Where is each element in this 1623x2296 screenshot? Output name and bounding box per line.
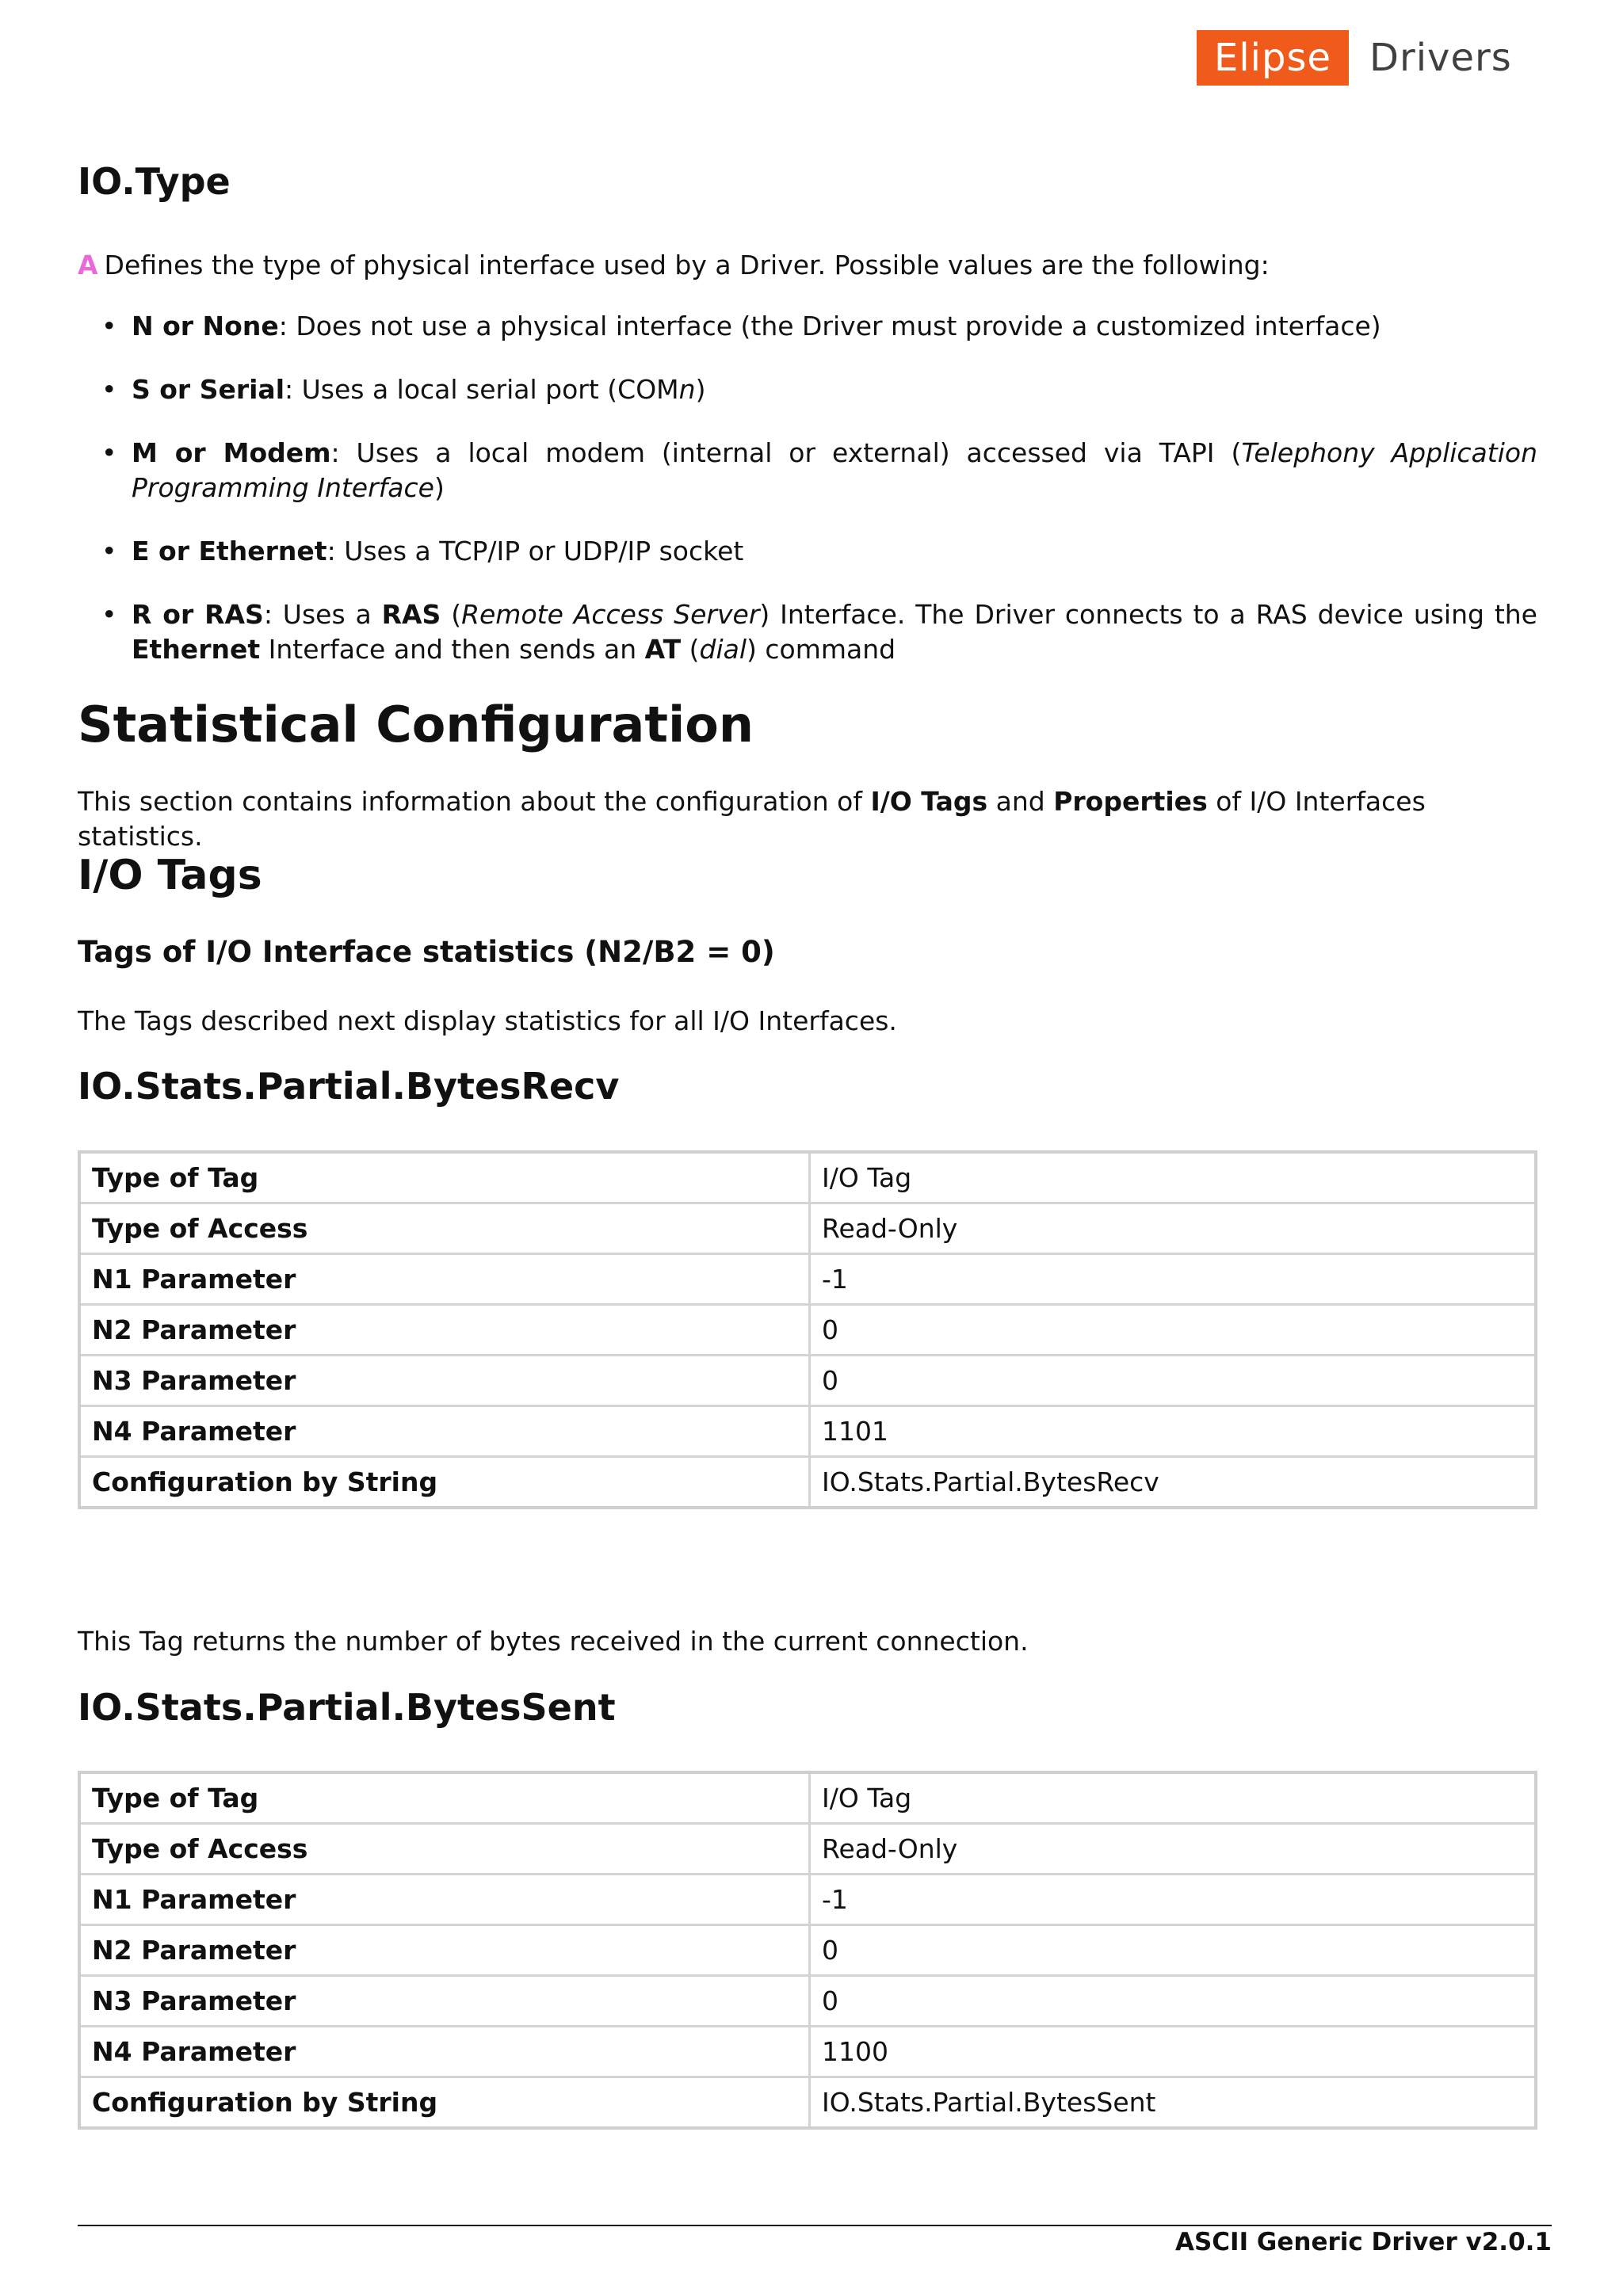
table-key: N1 Parameter xyxy=(79,1254,810,1305)
list-item-text: ) xyxy=(695,374,706,405)
table-key: Configuration by String xyxy=(79,1457,810,1508)
table-key: N4 Parameter xyxy=(79,2027,810,2077)
statistical-intro-bold: I/O Tags xyxy=(870,786,988,817)
list-item-text: : Uses a TCP/IP or UDP/IP socket xyxy=(327,536,744,566)
table-value: IO.Stats.Partial.BytesRecv xyxy=(810,1457,1537,1508)
table-row xyxy=(79,1305,1536,1356)
table-key: N4 Parameter xyxy=(79,1406,810,1457)
table-row xyxy=(79,1152,1536,1203)
footer-document-title: ASCII Generic Driver v2.0.1 xyxy=(1174,2228,1552,2256)
table-row xyxy=(79,1457,1536,1508)
list-item-term: N or None xyxy=(132,311,279,341)
elipse-drivers-logo xyxy=(1197,30,1512,86)
table-value: 0 xyxy=(810,1976,1537,2027)
table-row xyxy=(79,1824,1536,1875)
statistical-intro-text: and xyxy=(987,786,1054,817)
table-value: 0 xyxy=(810,1925,1537,1976)
io-type-heading: IO.Type xyxy=(78,160,231,203)
table-value: 0 xyxy=(810,1305,1537,1356)
tag2-properties-table xyxy=(78,1771,1537,2130)
table-value: -1 xyxy=(810,1254,1537,1305)
list-item-bold: Ethernet xyxy=(132,634,261,665)
advanced-marker: A xyxy=(78,250,98,280)
list-item-text-italic: dial xyxy=(699,634,747,665)
table-value: I/O Tag xyxy=(810,1152,1537,1203)
table-key: N3 Parameter xyxy=(79,1356,810,1406)
list-item-term: R or RAS xyxy=(132,599,264,630)
statistical-intro-bold: Properties xyxy=(1053,786,1208,817)
list-item xyxy=(78,597,1537,667)
statistical-configuration-heading: Statistical Configuration xyxy=(78,696,754,753)
table-key: Type of Access xyxy=(79,1824,810,1875)
table-value: 1101 xyxy=(810,1406,1537,1457)
list-item-text: : Uses a xyxy=(263,599,382,630)
table-value: -1 xyxy=(810,1875,1537,1925)
list-item-text: ( xyxy=(441,599,462,630)
list-item-term: M or Modem xyxy=(132,437,331,468)
list-item-text: Interface and then sends an xyxy=(260,634,645,665)
io-tags-heading: I/O Tags xyxy=(78,852,262,899)
table-key: Type of Tag xyxy=(79,1772,810,1824)
logo-drivers: Drivers xyxy=(1369,36,1512,80)
list-item-text-italic: Telephony Application Programming Interface xyxy=(132,437,1537,503)
table-key: N2 Parameter xyxy=(79,1305,810,1356)
table-value: Read-Only xyxy=(810,1203,1537,1254)
list-item-text: ( xyxy=(681,634,700,665)
tag2-heading: IO.Stats.Partial.BytesSent xyxy=(78,1686,616,1729)
tag1-heading: IO.Stats.Partial.BytesRecv xyxy=(78,1065,620,1108)
table-row xyxy=(79,1772,1536,1824)
table-key: N3 Parameter xyxy=(79,1976,810,2027)
table-value: 0 xyxy=(810,1356,1537,1406)
tag1-properties-table xyxy=(78,1150,1537,1509)
list-item-text: ) xyxy=(433,472,445,503)
table-value: Read-Only xyxy=(810,1824,1537,1875)
logo-elipse: Elipse xyxy=(1197,30,1349,86)
io-type-intro xyxy=(78,248,1537,283)
table-row xyxy=(79,2077,1536,2129)
list-item-text: ) Interface. The Driver connects to a RAS device using the xyxy=(759,599,1537,630)
table-row xyxy=(79,2027,1536,2077)
table-key: Configuration by String xyxy=(79,2077,810,2129)
table-row xyxy=(79,1406,1536,1457)
statistical-intro-text: This section contains information about the configuration of xyxy=(78,786,871,817)
list-item xyxy=(78,372,1537,407)
table-value: I/O Tag xyxy=(810,1772,1537,1824)
io-tags-subheading: Tags of I/O Interface statistics (N2/B2 = 0) xyxy=(78,935,775,969)
list-item-text: : Uses a local modem (internal or external) accessed via TAPI ( xyxy=(330,437,1242,468)
list-item-bold: AT xyxy=(644,634,682,665)
list-item-bold: RAS xyxy=(381,599,441,630)
table-value: 1100 xyxy=(810,2027,1537,2077)
list-item-text-italic: Remote Access Server xyxy=(461,599,760,630)
list-item-text: : Does not use a physical interface (the Driver must provide a customized interface) xyxy=(278,311,1381,341)
statistical-intro-text: of I/O Interfaces statistics. xyxy=(78,786,1426,852)
table-value: IO.Stats.Partial.BytesSent xyxy=(810,2077,1537,2129)
list-item-text-italic: n xyxy=(678,374,696,405)
list-item xyxy=(78,309,1537,344)
table-key: N1 Parameter xyxy=(79,1875,810,1925)
table-key: Type of Access xyxy=(79,1203,810,1254)
list-item xyxy=(78,436,1537,505)
table-key: Type of Tag xyxy=(79,1152,810,1203)
tag1-description: This Tag returns the number of bytes received in the current connection. xyxy=(78,1626,1029,1657)
io-type-values-list xyxy=(78,309,1537,696)
table-key: N2 Parameter xyxy=(79,1925,810,1976)
statistical-intro xyxy=(78,784,1537,854)
table-row xyxy=(79,1203,1536,1254)
list-item-term: S or Serial xyxy=(132,374,285,405)
list-item xyxy=(78,534,1537,569)
list-item-text: : Uses a local serial port (COM xyxy=(285,374,679,405)
table-row xyxy=(79,1356,1536,1406)
table-row xyxy=(79,1254,1536,1305)
io-tags-intro: The Tags described next display statistics for all I/O Interfaces. xyxy=(78,1005,897,1036)
footer-divider xyxy=(78,2225,1552,2226)
table-row xyxy=(79,1875,1536,1925)
io-type-intro-text: Defines the type of physical interface used by a Driver. Possible values are the following: xyxy=(104,250,1270,280)
list-item-term: E or Ethernet xyxy=(132,536,327,566)
table-row xyxy=(79,1925,1536,1976)
list-item-text: ) command xyxy=(747,634,896,665)
table-row xyxy=(79,1976,1536,2027)
